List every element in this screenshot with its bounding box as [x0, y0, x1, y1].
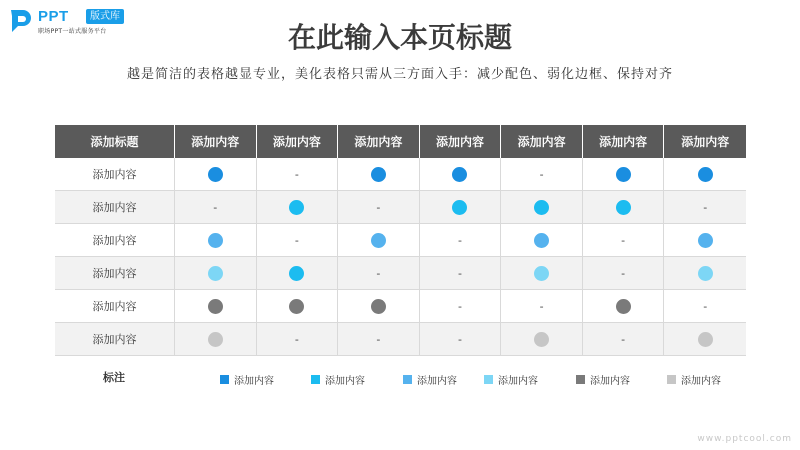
empty-dash: - — [703, 200, 708, 214]
table-cell — [338, 257, 420, 289]
logo-title: PPT — [38, 8, 69, 25]
status-dot-icon — [371, 299, 386, 314]
empty-dash: - — [376, 266, 381, 280]
table-cell — [583, 257, 665, 289]
header-cell: 添加内容 — [338, 125, 420, 158]
table-cell — [501, 224, 583, 256]
empty-dash: - — [294, 332, 299, 346]
row-label: 添加内容 — [55, 191, 175, 223]
table-cell — [338, 191, 420, 223]
table-cell — [664, 191, 746, 223]
table-cell — [583, 158, 665, 190]
table-cell — [420, 191, 502, 223]
empty-dash: - — [458, 266, 462, 280]
table-cell — [338, 158, 420, 190]
legend-label: 添加内容 — [590, 376, 630, 387]
table-row — [55, 257, 746, 290]
table-cell — [420, 224, 502, 256]
table-row — [55, 290, 746, 323]
empty-dash: - — [376, 200, 381, 214]
legend-title: 标注 — [103, 371, 125, 384]
table-cell — [664, 290, 746, 322]
table-header-row — [55, 125, 746, 158]
table-cell — [175, 158, 257, 190]
empty-dash: - — [539, 299, 544, 313]
legend-item — [484, 372, 538, 387]
status-dot-icon — [289, 266, 304, 281]
status-dot-icon — [534, 332, 549, 347]
data-table — [55, 125, 746, 356]
table-cell — [338, 323, 420, 355]
table-cell — [583, 224, 665, 256]
empty-dash: - — [621, 332, 626, 346]
legend — [55, 366, 746, 390]
page-title: 在此输入本页标题 — [287, 21, 512, 54]
table-cell — [583, 191, 665, 223]
row-label: 添加内容 — [55, 290, 175, 322]
status-dot-icon — [208, 167, 223, 182]
status-dot-icon — [698, 167, 713, 182]
empty-dash: - — [539, 167, 544, 181]
table-cell — [257, 290, 339, 322]
row-label: 添加内容 — [55, 158, 175, 190]
table-cell — [175, 290, 257, 322]
table-row — [55, 158, 746, 191]
table-cell — [257, 257, 339, 289]
status-dot-icon — [208, 266, 223, 281]
table-cell — [664, 257, 746, 289]
legend-item — [311, 372, 365, 387]
legend-swatch-icon — [667, 375, 676, 384]
table-row — [55, 224, 746, 257]
table-cell — [175, 257, 257, 289]
status-dot-icon — [452, 167, 467, 182]
table-cell — [664, 323, 746, 355]
table-cell — [501, 191, 583, 223]
empty-dash: - — [621, 233, 626, 247]
status-dot-icon — [208, 332, 223, 347]
table-cell — [420, 323, 502, 355]
table-cell — [501, 290, 583, 322]
table-cell — [583, 290, 665, 322]
table-cell — [257, 191, 339, 223]
watermark: www.pptcool.com — [697, 434, 792, 444]
header-cell: 添加内容 — [175, 125, 257, 158]
status-dot-icon — [371, 233, 386, 248]
legend-item — [576, 372, 630, 387]
logo-badge: 版式库 — [86, 9, 124, 24]
legend-swatch-icon — [576, 375, 585, 384]
table-cell — [175, 224, 257, 256]
header-cell: 添加内容 — [420, 125, 502, 158]
table-cell — [257, 158, 339, 190]
table-cell — [664, 158, 746, 190]
legend-swatch-icon — [403, 375, 412, 384]
legend-swatch-icon — [220, 375, 229, 384]
table-cell — [175, 191, 257, 223]
logo-subtitle: 职场PPT一站式服务平台 — [38, 28, 107, 35]
table-cell — [338, 224, 420, 256]
legend-label: 添加内容 — [681, 376, 721, 387]
status-dot-icon — [371, 167, 386, 182]
empty-dash: - — [294, 233, 299, 247]
legend-label: 添加内容 — [234, 376, 274, 387]
status-dot-icon — [616, 167, 631, 182]
table-cell — [338, 290, 420, 322]
status-dot-icon — [534, 233, 549, 248]
empty-dash: - — [458, 233, 462, 247]
empty-dash: - — [294, 167, 299, 181]
table-cell — [583, 323, 665, 355]
table-cell — [420, 257, 502, 289]
empty-dash: - — [213, 200, 218, 214]
row-label: 添加内容 — [55, 224, 175, 256]
table-cell — [257, 224, 339, 256]
legend-item — [403, 372, 457, 387]
table-cell — [257, 323, 339, 355]
status-dot-icon — [208, 233, 223, 248]
legend-label: 添加内容 — [417, 376, 457, 387]
header-cell: 添加内容 — [681, 135, 730, 149]
header-cell: 添加内容 — [501, 125, 583, 158]
header-cell-title: 添加标题 — [55, 125, 175, 158]
table-cell — [501, 257, 583, 289]
status-dot-icon — [534, 200, 549, 215]
table-row — [55, 323, 746, 356]
table-cell — [501, 323, 583, 355]
status-dot-icon — [698, 332, 713, 347]
status-dot-icon — [534, 266, 549, 281]
table-cell — [420, 158, 502, 190]
legend-item — [220, 372, 274, 387]
header-cell: 添加内容 — [257, 125, 339, 158]
table-cell — [420, 290, 502, 322]
empty-dash: - — [458, 332, 462, 346]
table-cell — [664, 224, 746, 256]
table-cell — [501, 158, 583, 190]
legend-label: 添加内容 — [325, 376, 365, 387]
empty-dash: - — [621, 266, 626, 280]
empty-dash: - — [458, 299, 462, 313]
table-cell — [175, 323, 257, 355]
legend-item — [667, 372, 721, 387]
table-row — [55, 191, 746, 224]
status-dot-icon — [616, 200, 631, 215]
legend-swatch-icon — [484, 375, 493, 384]
page-subtitle: 越是简洁的表格越显专业，美化表格只需从三方面入手：减少配色、弱化边框、保持对齐 — [126, 67, 673, 82]
status-dot-icon — [289, 299, 304, 314]
row-label: 添加内容 — [55, 323, 175, 355]
empty-dash: - — [376, 332, 381, 346]
status-dot-icon — [289, 200, 304, 215]
header-cell: 添加内容 — [583, 125, 665, 158]
status-dot-icon — [698, 266, 713, 281]
status-dot-icon — [452, 200, 467, 215]
legend-swatch-icon — [311, 375, 320, 384]
status-dot-icon — [208, 299, 223, 314]
row-label: 添加内容 — [55, 257, 175, 289]
legend-label: 添加内容 — [498, 376, 538, 387]
empty-dash: - — [703, 299, 708, 313]
status-dot-icon — [698, 233, 713, 248]
status-dot-icon — [616, 299, 631, 314]
